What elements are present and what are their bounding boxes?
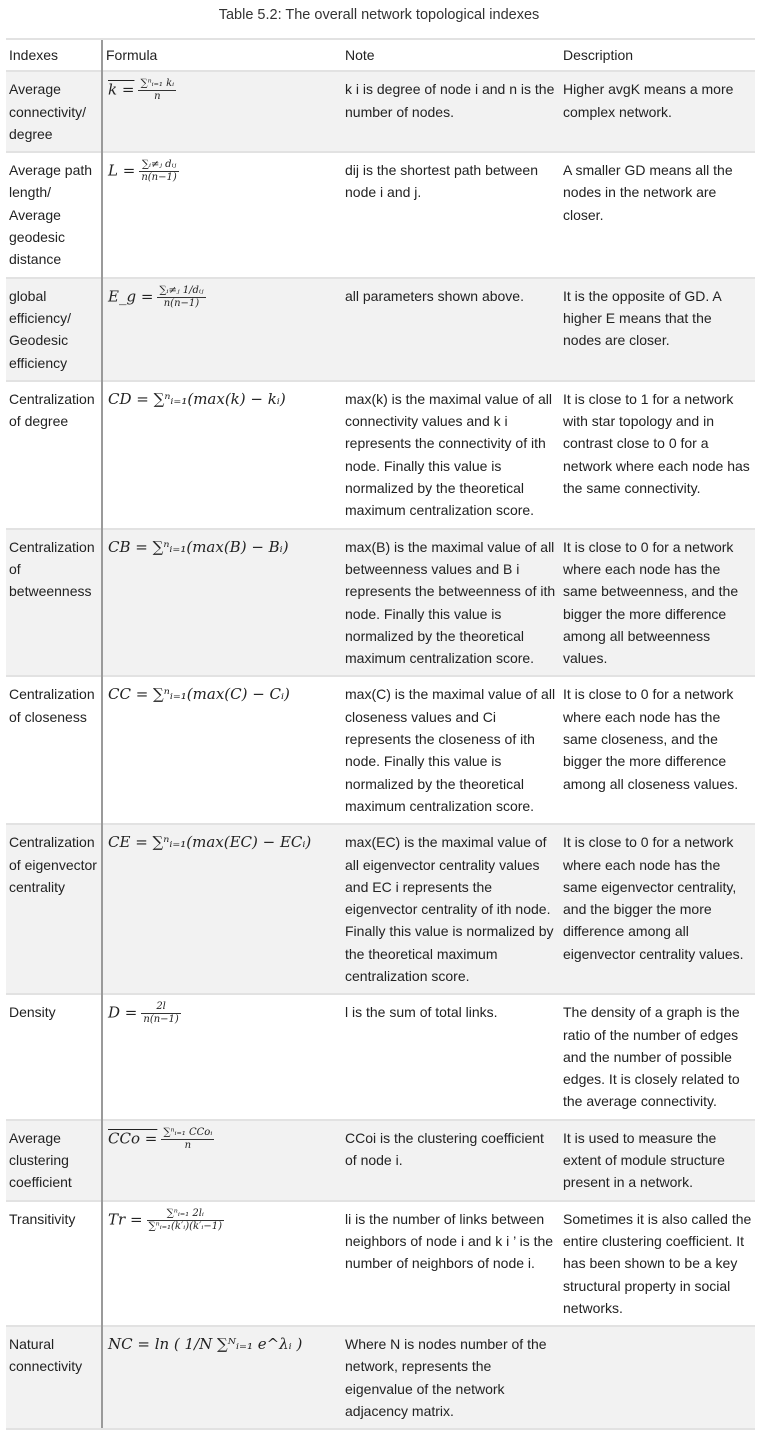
description-cell: It is close to 0 for a network where each node has the same closeness, and the bigger the more difference among all closeness values. [560, 676, 755, 824]
denominator: ∑ⁿᵢ₌₁(k′ᵢ)(k′ᵢ−1) [148, 1220, 223, 1232]
formula-cell [102, 71, 342, 152]
table-row [6, 676, 755, 824]
formula-cell [102, 824, 342, 994]
formula-lhs: CB = ∑ⁿᵢ₌₁(max(B) − Bᵢ) [108, 537, 289, 556]
note-cell: max(B) is the maximal value of all betweenness values and B i represents the betweenness of ith node. Finally this value is normalized by the theoretical maximum centralization score. [342, 529, 560, 677]
note-cell: k i is degree of node i and n is the number of nodes. [342, 71, 560, 152]
formula-cell [102, 278, 342, 381]
topological-indexes-table [6, 38, 755, 1430]
index-cell: Centralization of eigenvector centrality [6, 824, 102, 994]
index-cell: Density [6, 994, 102, 1119]
index-cell: Average connectivity/ degree [6, 71, 102, 152]
note-cell: max(EC) is the maximal value of all eigenvector centrality values and EC i represents the eigenvector centrality of ith node. Finally this value is normalized by the theoretical maximum centralization score. [342, 824, 560, 994]
table-row [6, 381, 755, 529]
index-cell: Transitivity [6, 1201, 102, 1326]
table-row [6, 71, 755, 152]
denominator: n(n−1) [141, 172, 177, 184]
table-row [6, 278, 755, 381]
description-cell: It is the opposite of GD. A higher E means that the nodes are closer. [560, 278, 755, 381]
formula-lhs: CD = ∑ⁿᵢ₌₁(max(k) − kᵢ) [108, 389, 286, 408]
formula-lhs: CC = ∑ⁿᵢ₌₁(max(C) − Cᵢ) [108, 685, 290, 704]
formula-lhs: CCo = [108, 1129, 158, 1148]
table-row [6, 824, 755, 994]
description-cell: It is close to 0 for a network where each node has the same eigenvector centrality, and the bigger the more difference among all eigenvector centrality values. [560, 824, 755, 994]
description-cell: It is used to measure the extent of module structure present in a network. [560, 1120, 755, 1201]
formula-fraction [161, 1127, 214, 1152]
numerator: ∑ⁿᵢ₌₁ kᵢ [140, 78, 175, 90]
formula-cell [102, 1120, 342, 1201]
header-formula: Formula [102, 39, 342, 71]
formula-cell [102, 152, 342, 277]
numerator: ∑ᵢ≠ⱼ dᵢⱼ [139, 159, 178, 172]
description-cell [560, 1326, 755, 1429]
formula-cell [102, 1201, 342, 1326]
denominator: n [184, 1139, 192, 1151]
numerator: 2l [141, 1001, 180, 1014]
header-note: Note [342, 39, 560, 71]
header-indexes: Indexes [6, 39, 102, 71]
denominator: n [154, 91, 161, 103]
table-row [6, 1120, 755, 1201]
index-cell: Average clustering coefficient [6, 1120, 102, 1201]
index-cell: global efficiency/ Geodesic efficiency [6, 278, 102, 381]
description-cell: It is close to 0 for a network where each node has the same betweenness, and the bigger the more difference among all betweenness values. [560, 529, 755, 677]
note-cell: max(C) is the maximal value of all closeness values and Ci represents the closeness of ith node. Finally this value is normalized by the theoretical maximum centralization score. [342, 676, 560, 824]
denominator: n(n−1) [163, 297, 200, 309]
description-cell: The density of a graph is the ratio of the number of edges and the number of possible edges. It is closely related to the average connectivity. [560, 994, 755, 1119]
formula-fraction [157, 285, 205, 310]
index-cell: Centralization of betweenness [6, 529, 102, 677]
table-row [6, 1326, 755, 1429]
formula-fraction [147, 1208, 225, 1233]
index-cell: Average path length/ Average geodesic distance [6, 152, 102, 277]
note-cell: l is the sum of total links. [342, 994, 560, 1119]
header-row [6, 39, 755, 71]
formula-cell [102, 676, 342, 824]
formula-lhs: NC = ln ( 1/N ∑ᴺᵢ₌₁ e^λᵢ ) [108, 1335, 303, 1354]
description-cell: Higher avgK means a more complex network. [560, 71, 755, 152]
numerator: ∑ⁿᵢ₌₁ 2lᵢ [147, 1208, 225, 1221]
note-cell: dij is the shortest path between node i and j. [342, 152, 560, 277]
formula-lhs: CE = ∑ⁿᵢ₌₁(max(EC) − ECᵢ) [108, 833, 312, 852]
note-cell: max(k) is the maximal value of all connectivity values and k i represents the connectivity of ith node. Finally this value is normalized by the theoretical maximum centralization score. [342, 381, 560, 529]
note-cell: Where N is nodes number of the network, represents the eigenvalue of the network adjacency matrix. [342, 1326, 560, 1429]
formula-cell [102, 1326, 342, 1429]
numerator: ∑ᵢ≠ⱼ 1/dᵢⱼ [159, 284, 204, 296]
note-cell: li is the number of links between neighbors of node i and k i ’ is the number of neighbors of node i. [342, 1201, 560, 1326]
formula-lhs: k = [108, 80, 135, 99]
formula-fraction [138, 78, 176, 103]
formula-cell [102, 994, 342, 1119]
index-cell: Centralization of degree [6, 381, 102, 529]
description-cell: It is close to 1 for a network with star topology and in contrast close to 0 for a network where each node has the same connectivity. [560, 381, 755, 529]
table-row [6, 152, 755, 277]
table-row [6, 529, 755, 677]
formula-fraction [141, 1001, 180, 1026]
denominator: n(n−1) [143, 1014, 179, 1026]
formula-lhs: D = [108, 1003, 138, 1022]
table-row [6, 1201, 755, 1326]
index-cell: Centralization of closeness [6, 676, 102, 824]
numerator: ∑ⁿᵢ₌₁ CCoᵢ [163, 1126, 213, 1138]
table-row [6, 994, 755, 1119]
formula-lhs: Tr = [108, 1210, 143, 1229]
table-caption: Table 5.2: The overall network topological indexes [218, 7, 540, 23]
formula-lhs: L = [108, 161, 136, 180]
formula-cell [102, 381, 342, 529]
note-cell: all parameters shown above. [342, 278, 560, 381]
description-cell: Sometimes it is also called the entire clustering coefficient. It has been shown to be a key structural property in social networks. [560, 1201, 755, 1326]
description-cell: A smaller GD means all the nodes in the network are closer. [560, 152, 755, 277]
note-cell: CCoi is the clustering coefficient of node i. [342, 1120, 560, 1201]
formula-lhs: E_g = [108, 287, 154, 306]
formula-fraction [139, 159, 178, 184]
index-cell: Natural connectivity [6, 1326, 102, 1429]
header-description: Description [560, 39, 755, 71]
formula-cell [102, 529, 342, 677]
